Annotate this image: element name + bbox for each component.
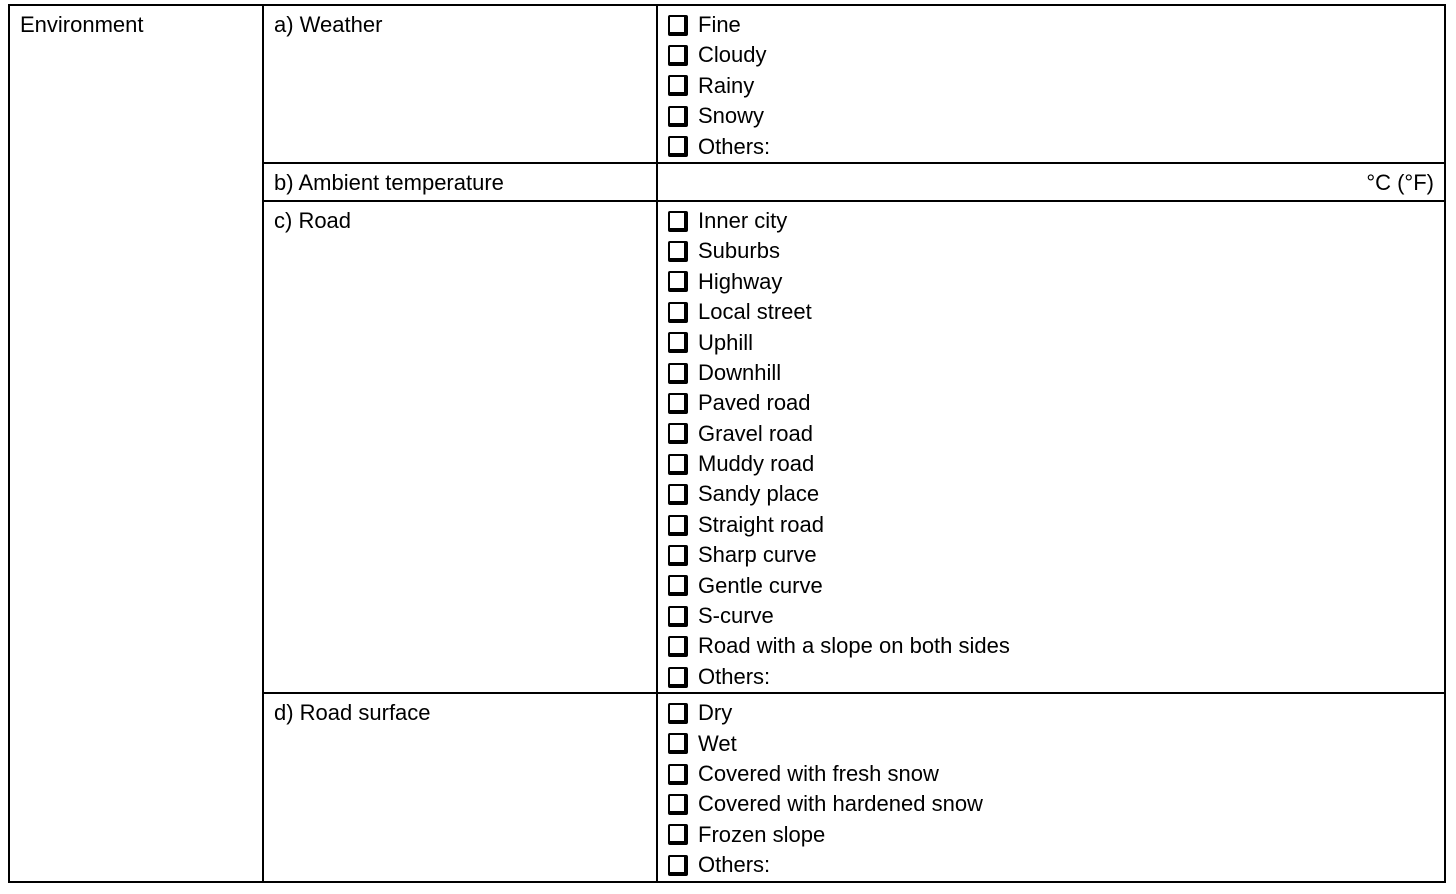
road-surface-label-cell bbox=[263, 693, 657, 881]
road-option-label: Suburbs bbox=[698, 238, 780, 264]
temperature-label: b) Ambient temperature bbox=[274, 169, 504, 195]
road-label-cell bbox=[263, 201, 657, 693]
weather-label-cell bbox=[263, 5, 657, 163]
road-checkbox[interactable] bbox=[668, 636, 688, 657]
weather-checkbox[interactable] bbox=[668, 15, 688, 36]
road-checkbox[interactable] bbox=[668, 363, 688, 384]
road-option[interactable] bbox=[668, 571, 1434, 601]
road-option[interactable] bbox=[668, 206, 1434, 236]
road-option[interactable] bbox=[668, 297, 1434, 327]
road-surface-checkbox[interactable] bbox=[668, 703, 688, 724]
road-option-label: Inner city bbox=[698, 207, 788, 233]
road-checkbox[interactable] bbox=[668, 423, 688, 444]
road-option[interactable] bbox=[668, 328, 1434, 358]
road-checkbox[interactable] bbox=[668, 575, 688, 596]
road-checkbox[interactable] bbox=[668, 606, 688, 627]
road-option-label: Straight road bbox=[698, 511, 824, 537]
weather-option[interactable] bbox=[668, 132, 1434, 162]
road-checkbox[interactable] bbox=[668, 484, 688, 505]
weather-option-label: Snowy bbox=[698, 103, 765, 129]
road-option[interactable] bbox=[668, 388, 1434, 418]
weather-row bbox=[9, 5, 1445, 163]
road-surface-option[interactable] bbox=[668, 729, 1434, 759]
road-option-label: Muddy road bbox=[698, 451, 815, 477]
weather-checkbox[interactable] bbox=[668, 45, 688, 66]
road-option[interactable] bbox=[668, 631, 1434, 661]
road-option-label: Sharp curve bbox=[698, 542, 817, 568]
temperature-label-cell bbox=[263, 163, 657, 201]
weather-option-label: Cloudy bbox=[698, 42, 767, 68]
road-surface-option[interactable] bbox=[668, 789, 1434, 819]
road-checkbox[interactable] bbox=[668, 211, 688, 232]
road-option[interactable] bbox=[668, 479, 1434, 509]
road-surface-option[interactable] bbox=[668, 698, 1434, 728]
temperature-unit: °C (°F) bbox=[1366, 169, 1434, 195]
weather-option[interactable] bbox=[668, 71, 1434, 101]
weather-option-label: Rainy bbox=[698, 72, 755, 98]
road-option-label: Sandy place bbox=[698, 481, 820, 507]
road-surface-option[interactable] bbox=[668, 820, 1434, 850]
road-option[interactable] bbox=[668, 419, 1434, 449]
road-option[interactable] bbox=[668, 601, 1434, 631]
road-surface-option-label: Frozen slope bbox=[698, 821, 826, 847]
road-option-label: Paved road bbox=[698, 390, 811, 416]
weather-option-label: Others: bbox=[698, 133, 771, 159]
environment-form-table bbox=[8, 4, 1446, 883]
road-option-label: S-curve bbox=[698, 603, 774, 629]
road-checkbox[interactable] bbox=[668, 271, 688, 292]
road-surface-option[interactable] bbox=[668, 759, 1434, 789]
road-surface-option[interactable] bbox=[668, 850, 1434, 880]
weather-checkbox[interactable] bbox=[668, 106, 688, 127]
road-surface-label: d) Road surface bbox=[274, 700, 431, 726]
road-checkbox[interactable] bbox=[668, 454, 688, 475]
road-option[interactable] bbox=[668, 267, 1434, 297]
road-checkbox[interactable] bbox=[668, 667, 688, 688]
road-surface-option-label: Wet bbox=[698, 730, 737, 756]
road-surface-option-label: Dry bbox=[698, 700, 733, 726]
weather-option[interactable] bbox=[668, 10, 1434, 40]
road-label: c) Road bbox=[274, 207, 352, 233]
road-surface-options bbox=[657, 693, 1445, 881]
weather-options bbox=[657, 5, 1445, 163]
road-checkbox[interactable] bbox=[668, 393, 688, 414]
weather-option[interactable] bbox=[668, 40, 1434, 70]
road-checkbox[interactable] bbox=[668, 515, 688, 536]
road-surface-checkbox[interactable] bbox=[668, 855, 688, 876]
weather-checkbox[interactable] bbox=[668, 75, 688, 96]
road-option[interactable] bbox=[668, 662, 1434, 692]
road-checkbox[interactable] bbox=[668, 332, 688, 353]
road-checkbox[interactable] bbox=[668, 241, 688, 262]
road-option[interactable] bbox=[668, 510, 1434, 540]
road-surface-checkbox[interactable] bbox=[668, 733, 688, 754]
road-option-label: Highway bbox=[698, 268, 783, 294]
road-option[interactable] bbox=[668, 236, 1434, 266]
road-surface-option-label: Others: bbox=[698, 852, 771, 878]
weather-option[interactable] bbox=[668, 101, 1434, 131]
weather-checkbox[interactable] bbox=[668, 136, 688, 157]
road-checkbox[interactable] bbox=[668, 545, 688, 566]
road-option-label: Gravel road bbox=[698, 420, 813, 446]
road-option[interactable] bbox=[668, 540, 1434, 570]
road-surface-option-label: Covered with fresh snow bbox=[698, 760, 939, 786]
category-cell bbox=[9, 5, 263, 882]
weather-option-label: Fine bbox=[698, 12, 741, 37]
category-label: Environment bbox=[20, 12, 144, 37]
road-surface-checkbox[interactable] bbox=[668, 794, 688, 815]
road-option-label: Gentle curve bbox=[698, 572, 823, 598]
road-option[interactable] bbox=[668, 358, 1434, 388]
road-surface-checkbox[interactable] bbox=[668, 764, 688, 785]
road-option-label: Local street bbox=[698, 299, 812, 325]
road-surface-checkbox[interactable] bbox=[668, 824, 688, 845]
road-checkbox[interactable] bbox=[668, 302, 688, 323]
weather-label: a) Weather bbox=[274, 12, 383, 37]
road-option-label: Downhill bbox=[698, 359, 782, 385]
road-surface-option-label: Covered with hardened snow bbox=[698, 791, 983, 817]
road-option-label: Road with a slope on both sides bbox=[698, 633, 1010, 659]
road-options bbox=[657, 201, 1445, 693]
road-option-label: Others: bbox=[698, 663, 771, 689]
road-option-label: Uphill bbox=[698, 329, 754, 355]
road-option[interactable] bbox=[668, 449, 1434, 479]
temperature-value-field[interactable] bbox=[657, 163, 1445, 201]
